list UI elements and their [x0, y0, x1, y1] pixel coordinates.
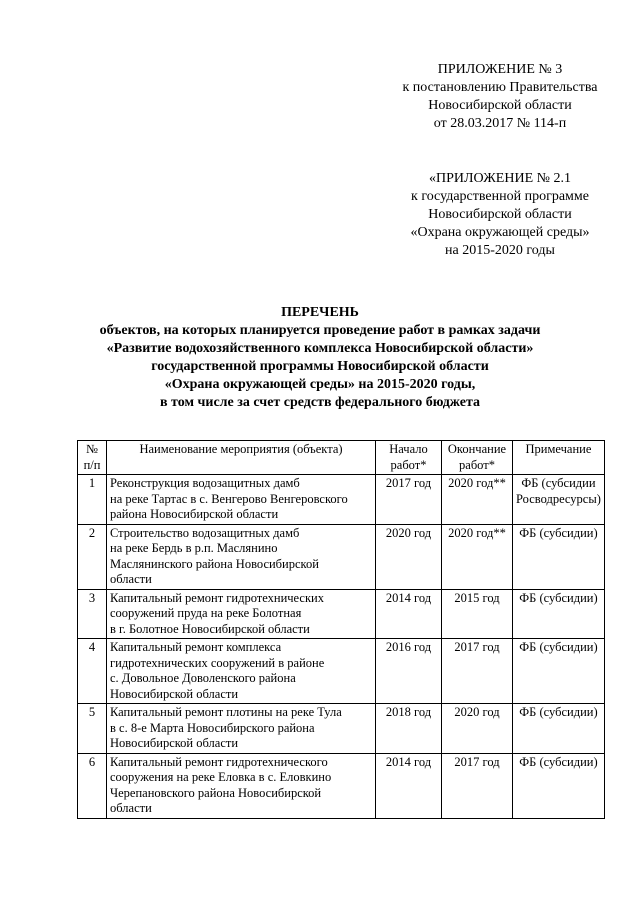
row-name-line: на реке Бердь в р.п. Маслянино: [110, 541, 278, 555]
header-note: [513, 441, 605, 475]
row-num: 2: [78, 524, 107, 589]
row-name-line: области: [110, 801, 152, 815]
title-line: «Развитие водохозяйственного комплекса Новосибирской области»: [106, 341, 534, 356]
row-end: 2020 год**: [442, 524, 513, 589]
annex-program-line: «Охрана окружающей среды»: [410, 225, 590, 240]
row-note-line: ФБ (субсидии: [521, 476, 596, 490]
row-name-line: района Новосибирской области: [110, 507, 279, 521]
row-name-line: в г. Болотное Новосибирской области: [110, 621, 310, 636]
row-name-line: Новосибирской области: [110, 686, 239, 701]
row-name: [107, 704, 376, 754]
row-start: 2020 год: [376, 524, 442, 589]
row-start: 2014 год: [376, 589, 442, 639]
table-row: [78, 704, 605, 754]
row-note-line: Росводресурсы): [516, 491, 601, 506]
row-note-line: ФБ (субсидии): [519, 590, 598, 605]
objects-table: [77, 440, 605, 819]
row-num: 6: [78, 753, 107, 818]
table-row: [78, 524, 605, 589]
row-name: [107, 589, 376, 639]
row-name-line: в с. 8-е Марта Новосибирского района: [110, 720, 315, 735]
row-name-line: Новосибирской области: [110, 736, 239, 750]
row-num: 1: [78, 475, 107, 525]
row-note: [513, 524, 605, 589]
annex-resolution-block: [380, 61, 620, 133]
row-name: [107, 639, 376, 704]
title-line: государственной программы Новосибирской области: [151, 359, 489, 374]
row-note: [513, 475, 605, 525]
document-title: [40, 304, 600, 412]
row-start: 2017 год: [376, 475, 442, 525]
header-num-line: №: [86, 442, 98, 456]
row-end: 2015 год: [442, 589, 513, 639]
title-line: в том числе за счет средств федерального бюджета: [159, 395, 481, 410]
header-num: [78, 441, 107, 475]
header-note-line: Примечание: [525, 442, 592, 456]
header-name-line: Наименование мероприятия (объекта): [139, 442, 343, 456]
annex-program-block: [380, 170, 620, 260]
row-name: [107, 475, 376, 525]
annex-program-line: Новосибирской области: [428, 207, 572, 222]
row-name: [107, 753, 376, 818]
row-start: 2014 год: [376, 753, 442, 818]
row-name-line: Капитальный ремонт гидротехнических: [110, 590, 324, 605]
annex-resolution-line: ПРИЛОЖЕНИЕ № 3: [437, 62, 563, 77]
row-end: 2017 год: [442, 639, 513, 704]
row-name-line: Маслянинского района Новосибирской: [110, 556, 319, 571]
header-name: [107, 441, 376, 475]
row-name-line: Реконструкция водозащитных дамб: [110, 476, 300, 490]
row-start: 2016 год: [376, 639, 442, 704]
annex-program-line: к государственной программе: [411, 189, 589, 204]
row-end: 2020 год: [442, 704, 513, 754]
table-row: [78, 475, 605, 525]
header-end-line: Окончание: [447, 442, 507, 456]
row-name-line: на реке Тартас в с. Венгерово Венгеровского: [110, 491, 348, 506]
title-line: «Охрана окружающей среды» на 2015-2020 годы,: [164, 377, 476, 392]
row-note-line: ФБ (субсидии): [519, 525, 598, 540]
row-note-line: ФБ (субсидии): [519, 705, 598, 719]
row-note: [513, 639, 605, 704]
row-name-line: сооружений пруда на реке Болотная: [110, 606, 302, 620]
header-end: [442, 441, 513, 475]
row-note: [513, 589, 605, 639]
row-name-line: Капитальный ремонт плотины на реке Тула: [110, 705, 342, 719]
row-start: 2018 год: [376, 704, 442, 754]
header-start-line: Начало: [389, 442, 428, 456]
row-num: 5: [78, 704, 107, 754]
header-start-line: работ*: [390, 457, 427, 472]
header-num-line: п/п: [83, 457, 101, 472]
table-header-row: [78, 441, 605, 475]
row-name-line: гидротехнических сооружений в районе: [110, 655, 325, 670]
row-name-line: Капитальный ремонт комплекса: [110, 640, 282, 654]
table-row: [78, 639, 605, 704]
row-name-line: сооружения на реке Еловка в с. Еловкино: [110, 770, 332, 784]
row-note: [513, 753, 605, 818]
annex-resolution-line: от 28.03.2017 № 114-п: [433, 116, 567, 131]
annex-program-line: на 2015-2020 годы: [445, 243, 555, 258]
row-note-line: ФБ (субсидии): [519, 640, 598, 654]
row-name-line: Черепановского района Новосибирской: [110, 785, 322, 800]
row-num: 4: [78, 639, 107, 704]
row-name-line: с. Довольное Доволенского района: [110, 671, 296, 685]
title-heading: ПЕРЕЧЕНЬ: [281, 305, 359, 320]
row-note-line: ФБ (субсидии): [519, 754, 598, 769]
row-name-line: области: [110, 572, 152, 586]
annex-resolution-line: к постановлению Правительства: [402, 80, 598, 95]
header-end-line: работ*: [459, 457, 495, 472]
row-name: [107, 524, 376, 589]
annex-program-line: «ПРИЛОЖЕНИЕ № 2.1: [429, 171, 571, 186]
annex-resolution-line: Новосибирской области: [428, 98, 572, 113]
row-end: 2017 год: [442, 753, 513, 818]
row-note: [513, 704, 605, 754]
header-start: [376, 441, 442, 475]
table-row: [78, 589, 605, 639]
row-num: 3: [78, 589, 107, 639]
table-row: [78, 753, 605, 818]
title-line: объектов, на которых планируется проведение работ в рамках задачи: [99, 323, 541, 338]
row-end: 2020 год**: [442, 475, 513, 525]
row-name-line: Строительство водозащитных дамб: [110, 525, 300, 540]
row-name-line: Капитальный ремонт гидротехнического: [110, 754, 328, 769]
